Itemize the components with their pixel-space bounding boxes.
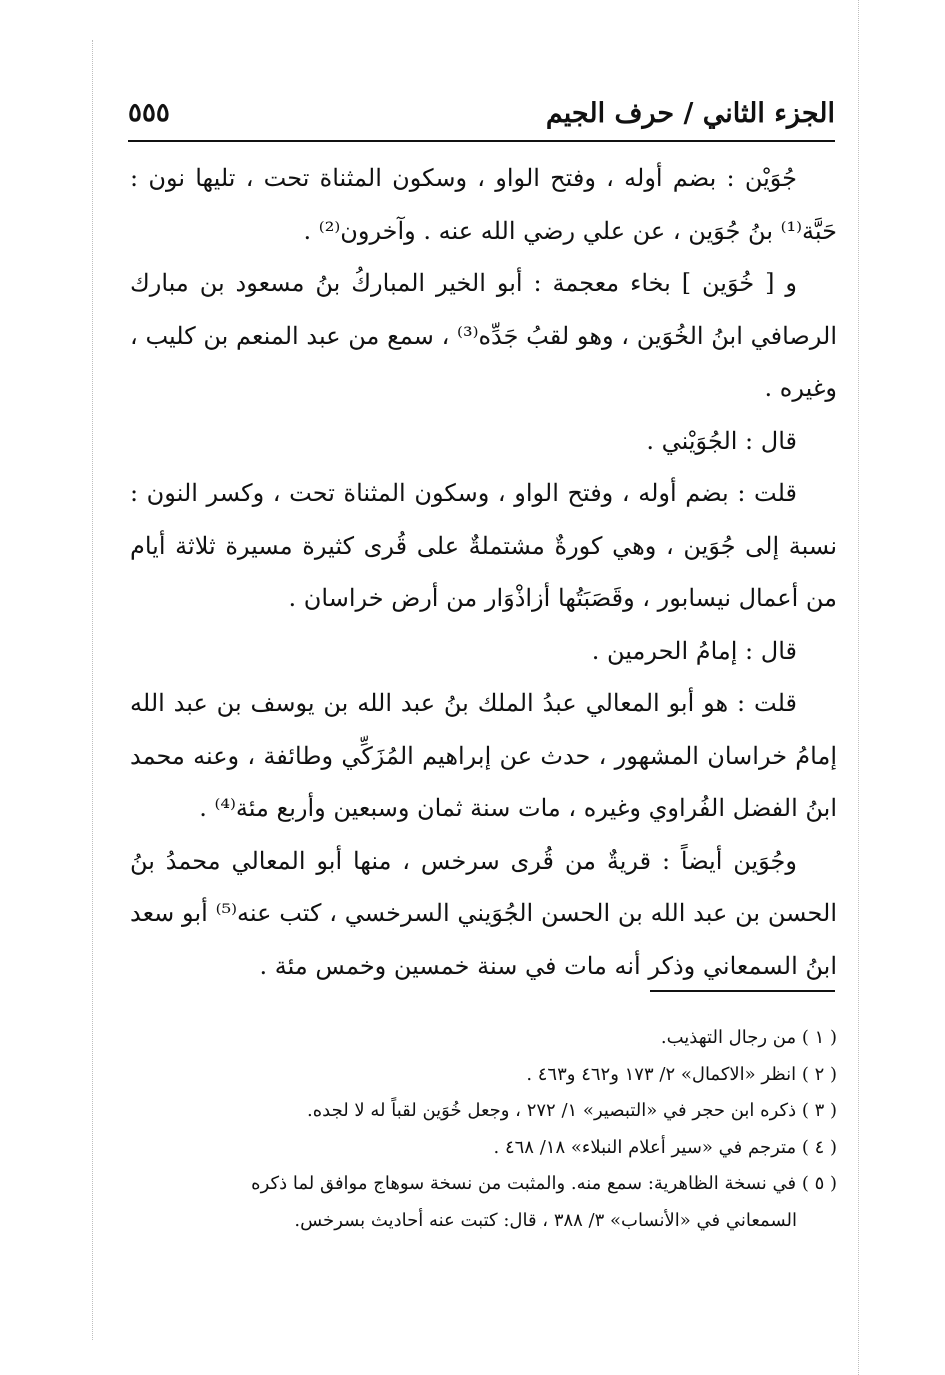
footnote-continuation: السمعاني في «الأنساب» ٣/ ٣٨٨ ، قال: كتبت عنه أحاديث بسرخس. (294, 1209, 797, 1231)
main-text (130, 152, 837, 992)
paragraph: قال : إمامُ الحرمين . (591, 636, 797, 665)
footnote: ( ٢ ) انظر «الاكمال» ٢/ ١٧٣ و٤٦٢ و٤٦٣ . (526, 1063, 837, 1085)
paragraph: جُوَيْن : بضم أوله ، وفتح الواو ، وسكون المثناة تحت ، تليها نون : حَبَّة⁽¹⁾ بنُ جُوَين ، عن علي رضي الله عنه . وآخرون⁽²⁾ . (130, 164, 837, 245)
footnotes (130, 1020, 837, 1239)
paragraph: وجُوَين أيضاً : قريةٌ من قُرى سرخس ، منها أبو المعالي محمدُ بنُ الحسن بن عبد الله بن الحسن الجُوَيني السرخسي ، كتب عنه⁽⁵⁾ أبو سعد ابنُ السمعاني وذكر أنه مات في سنة خمسين وخمس مئة . (130, 846, 837, 980)
footnote: ( ٤ ) مترجم في «سير أعلام النبلاء» ١٨/ ٤٦٨ . (493, 1136, 837, 1158)
footnote: ( ١ ) من رجال التهذيب. (660, 1027, 837, 1048)
margin-guide-line (858, 0, 859, 1375)
paragraph: قلت : بضم أوله ، وفتح الواو ، وسكون المثناة تحت ، وكسر النون : نسبة إلى جُوَين ، وهي كورةٌ مشتملةٌ على قُرى كثيرة مسيرة ثلاثة أيام من أعمال نيسابور ، وقَصَبَتُها أزاذْوَار من أرض خراسان . (130, 479, 837, 612)
paragraph: قلت : هو أبو المعالي عبدُ الملك بنُ عبد الله بن يوسف بن عبد الله إمامُ خراسان المشهور ، حدث عن إبراهيم المُزَكِّي وطائفة ، وعنه محمد ابنُ الفضل الفُراوي وغيره ، مات سنة ثمان وسبعين وأربع مئة⁽⁴⁾ . (130, 689, 837, 822)
margin-guide-line (92, 40, 93, 1340)
paragraph: و [ خُوَين ] بخاء معجمة : أبو الخير المباركُ بنُ مسعود بن مبارك الرصافي ابنُ الخُوَين ، وهو لقبُ جَدِّه⁽³⁾ ، سمع من عبد المنعم بن كليب ، وغيره . (130, 269, 837, 402)
header-rule (128, 140, 835, 142)
footnote: ( ٣ ) ذكره ابن حجر في «التبصير» ١/ ٢٧٢ ، وجعل خُوَين لقباً له لا لجده. (306, 1100, 837, 1121)
footnote-separator (650, 990, 835, 992)
page-number: ٥٥٥ (128, 98, 170, 128)
paragraph: قال : الجُوَيْني . (646, 426, 797, 455)
running-title: الجزء الثاني / حرف الجيم (545, 97, 835, 129)
page-header (128, 88, 835, 138)
footnote: ( ٥ ) في نسخة الظاهرية: سمع منه. والمثبت من نسخة سوهاج موافق لما ذكره (251, 1173, 837, 1194)
